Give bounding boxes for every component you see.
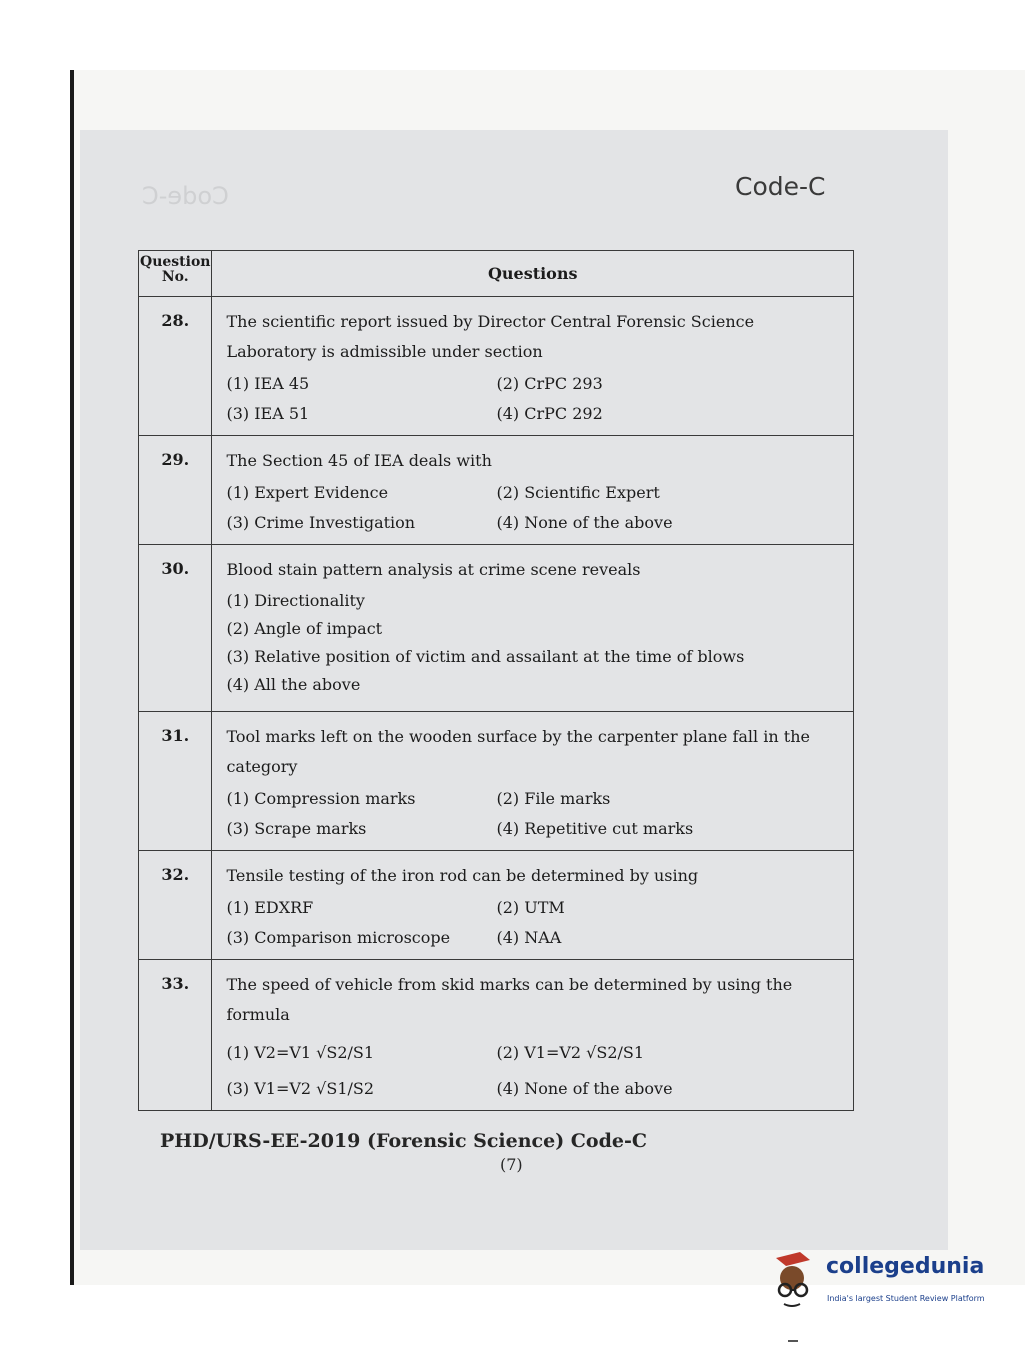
option: (4) Repetitive cut marks [496, 819, 694, 838]
question-row [139, 851, 854, 960]
paper-code: Code-C [735, 172, 826, 201]
mascot-icon [770, 1250, 816, 1310]
question-row [139, 436, 854, 545]
question-stem: The Section 45 of IEA deals with [226, 451, 492, 470]
option: (2) Angle of impact [226, 619, 383, 638]
table-header-row [139, 251, 854, 297]
option: (4) None of the above [496, 513, 673, 532]
option: (2) File marks [496, 789, 611, 808]
option: (3) IEA 51 [226, 404, 310, 423]
option: (2) UTM [496, 898, 565, 917]
scan-edge [70, 70, 74, 1285]
question-number: 33. [139, 960, 212, 1111]
question-stem: Tensile testing of the iron rod can be determined by using [226, 866, 699, 885]
option: (4) NAA [496, 928, 562, 947]
collegedunia-logo [770, 1250, 1000, 1310]
option: (3) V1=V2 √S1/S2 [226, 1079, 375, 1098]
option: (1) IEA 45 [226, 374, 310, 393]
question-row [139, 545, 854, 712]
option: (1) Expert Evidence [226, 483, 389, 502]
footer-title: PHD/URS-EE-2019 (Forensic Science) Code-C [160, 1130, 647, 1152]
option: (2) V1=V2 √S2/S1 [496, 1043, 645, 1062]
option: (2) Scientific Expert [496, 483, 660, 502]
scan-mark [788, 1340, 798, 1342]
question-body [212, 851, 854, 960]
question-row [139, 297, 854, 436]
option: (4) None of the above [496, 1079, 673, 1098]
question-number: 30. [139, 545, 212, 712]
question-body [212, 960, 854, 1111]
question-number: 28. [139, 297, 212, 436]
question-number: 29. [139, 436, 212, 545]
option: (2) CrPC 293 [496, 374, 603, 393]
question-row [139, 960, 854, 1111]
option: (3) Comparison microscope [226, 928, 451, 947]
question-body [212, 712, 854, 851]
option: (3) Crime Investigation [226, 513, 416, 532]
question-number-header: Question No. [139, 251, 212, 297]
option: (4) CrPC 292 [496, 404, 603, 423]
logo-tagline: India's largest Student Review Platform [827, 1294, 985, 1303]
question-stem: The speed of vehicle from skid marks can be determined by using the formula [226, 975, 793, 1024]
question-body [212, 297, 854, 436]
question-number: 32. [139, 851, 212, 960]
option: (1) V2=V1 √S2/S1 [226, 1043, 375, 1062]
option: (3) Relative position of victim and assailant at the time of blows [226, 647, 745, 666]
question-body [212, 545, 854, 712]
option: (4) All the above [226, 675, 361, 694]
question-row [139, 712, 854, 851]
option: (1) Compression marks [226, 789, 416, 808]
bleed-through-text: Code-C [142, 182, 229, 210]
question-table [138, 250, 854, 1111]
question-stem: Blood stain pattern analysis at crime scene reveals [226, 560, 641, 579]
option: (1) EDXRF [226, 898, 314, 917]
option: (3) Scrape marks [226, 819, 367, 838]
question-number: 31. [139, 712, 212, 851]
question-stem: Tool marks left on the wooden surface by the carpenter plane fall in the category [226, 727, 810, 776]
questions-header: Questions [212, 251, 854, 297]
page-number: (7) [500, 1155, 523, 1174]
option: (1) Directionality [226, 591, 365, 610]
question-body [212, 436, 854, 545]
question-stem: The scientific report issued by Director Central Forensic Science Laboratory is admissible under section [226, 312, 755, 361]
logo-name: collegedunia [826, 1254, 985, 1279]
